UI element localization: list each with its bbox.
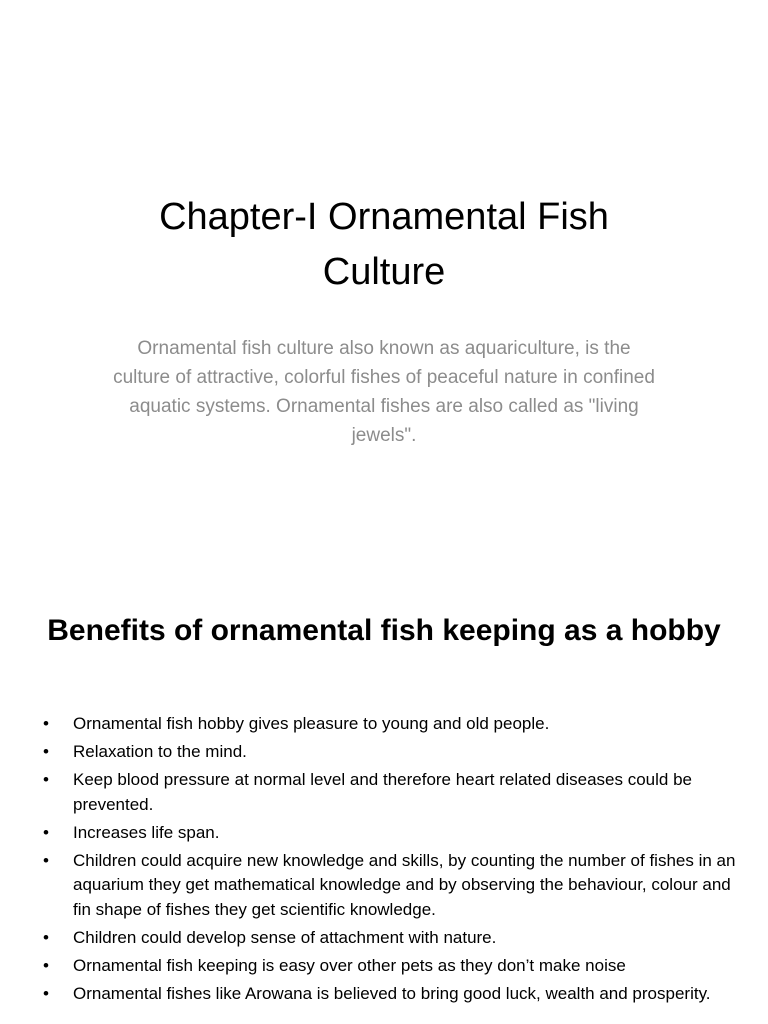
bullet-item [40,849,740,923]
slide-benefits [0,576,768,1024]
bullet-text: Children could develop sense of attachment with nature. [73,927,497,947]
bullet-item [40,740,740,765]
bullet-icon: • [43,770,49,789]
bullet-icon: • [43,927,49,947]
bullet-text: Relaxation to the mind. [73,742,247,761]
bullet-text: Ornamental fish hobby gives pleasure to young and old people. [73,714,550,733]
bullet-text: Keep blood pressure at normal level and therefore heart related diseases could be prevented. [73,770,692,814]
bullet-icon: • [43,983,49,1003]
bullet-text: Children could acquire new knowledge and skills, by counting the number of fishes in an aquarium they get mathematical knowledge and by observing the behaviour, colour and fin shape of fishes they get scientific knowledge. [73,850,736,919]
bullet-item [40,712,740,737]
bullet-item [40,926,740,951]
bullet-text: Ornamental fishes like Arowana is believed to bring good luck, wealth and prosperity. [73,983,711,1003]
bullet-item [40,821,740,846]
bullet-icon: • [43,742,49,761]
slide-heading: Benefits of ornamental fish keeping as a hobby [47,614,721,647]
slide-title: Chapter-I Ornamental Fish Culture [159,196,609,293]
bullet-item [40,982,740,1007]
bullet-item [40,768,740,817]
bullet-text: Increases life span. [73,822,220,842]
bullet-icon: • [43,850,49,870]
bullet-list [40,712,740,1010]
bullet-text: Ornamental fish keeping is easy over other pets as they don’t make noise [73,955,626,975]
bullet-icon: • [43,714,49,733]
bullet-item [40,954,740,979]
bullet-icon: • [43,955,49,975]
bullet-icon: • [43,822,49,842]
slide-subtitle: Ornamental fish culture also known as aquariculture, is the culture of attractive, colorful fishes of peaceful nature in confined aquatic systems. Ornamental fishes are also called as "living jewels". [113,338,655,446]
